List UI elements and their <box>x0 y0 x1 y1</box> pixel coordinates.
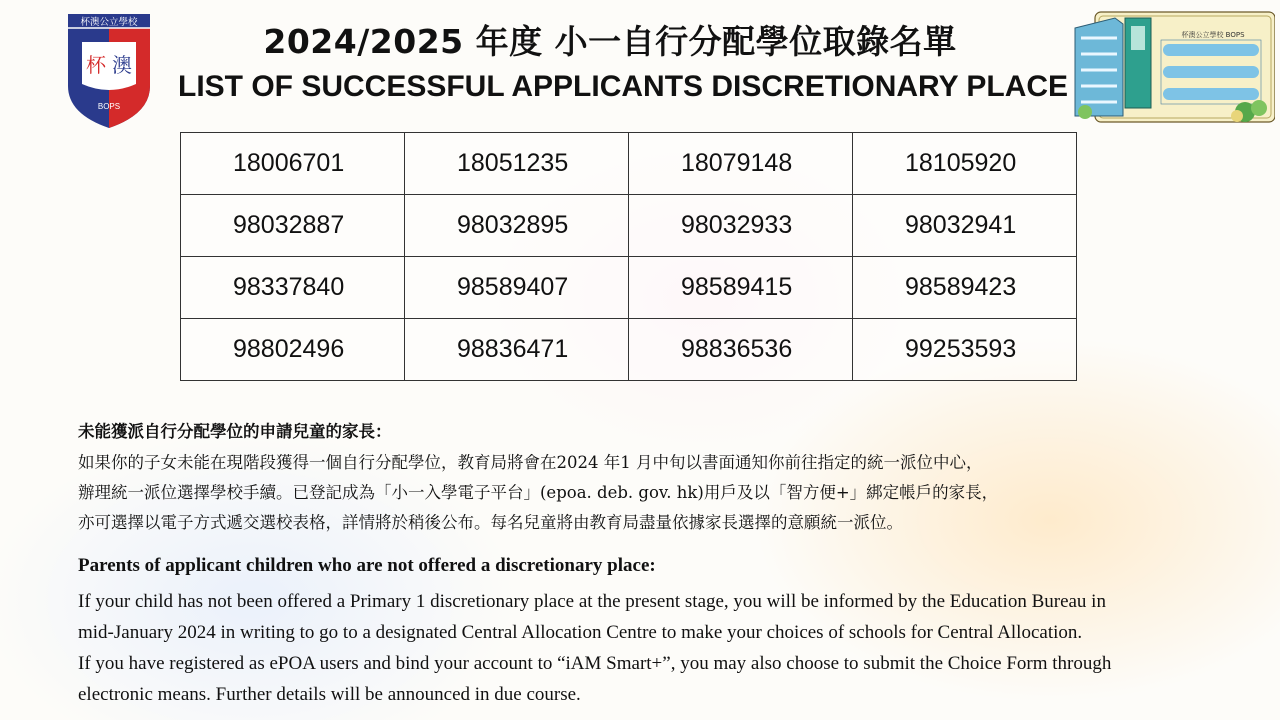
illustration-label: 杯澳公立學校 BOPS <box>1181 31 1245 39</box>
notice-line: 如果你的子女未能在現階段獲得一個自行分配學位，教育局將會在2024 年1 月中旬以書面通知你前往指定的統一派位中心， <box>78 453 983 472</box>
applicant-number-cell: 98032933 <box>629 195 853 257</box>
notice-line: electronic means. Further details will be announced in due course. <box>78 684 581 705</box>
applicant-number-cell: 18006701 <box>181 133 405 195</box>
notice-line: 辦理統一派位選擇學校手續。已登記成為「小一入學電子平台」(epoa. deb. gov. hk)用戶及以「智方便+」綁定帳戶的家長， <box>78 483 999 502</box>
notice-line: If you have registered as ePOA users and bind your account to “iAM Smart+”, you may also choose to submit the Choice Form through <box>78 653 1112 674</box>
logo-school-name: 杯澳公立學校 <box>80 17 138 28</box>
school-building-illustration <box>1065 8 1275 126</box>
applicant-number-cell: 98836471 <box>405 319 629 381</box>
applicant-number-cell: 98836536 <box>629 319 853 381</box>
applicant-number-cell: 98032941 <box>853 195 1077 257</box>
applicant-number-cell: 98802496 <box>181 319 405 381</box>
notice-heading-english: Parents of applicant children who are not offered a discretionary place: <box>78 555 656 576</box>
notice-heading-chinese: 未能獲派自行分配學位的申請兒童的家長： <box>78 422 392 441</box>
applicant-number-cell: 99253593 <box>853 319 1077 381</box>
notice-line: If your child has not been offered a Primary 1 discretionary place at the present stage, you will be informed by the Education Bureau in <box>78 591 1106 612</box>
page-title-english: LIST OF SUCCESSFUL APPLICANTS DISCRETIONARY PLACE <box>178 70 1069 103</box>
applicant-number-cell: 98589415 <box>629 257 853 319</box>
table-row <box>181 319 1077 381</box>
notice-body-english <box>78 586 1248 710</box>
applicant-number-cell: 98032895 <box>405 195 629 257</box>
notice-body-chinese <box>78 448 1248 538</box>
page-title-chinese: 2024/2025 年度 小一自行分配學位取錄名單 <box>263 22 957 61</box>
applicant-number-cell: 98589423 <box>853 257 1077 319</box>
applicant-number-cell: 98337840 <box>181 257 405 319</box>
notice-line: mid-January 2024 in writing to go to a designated Central Allocation Centre to make your choices of schools for Central Allocation. <box>78 622 1083 643</box>
applicant-number-cell: 18079148 <box>629 133 853 195</box>
table-row <box>181 133 1077 195</box>
applicant-number-cell: 98032887 <box>181 195 405 257</box>
table-row <box>181 195 1077 257</box>
applicant-number-cell: 98589407 <box>405 257 629 319</box>
logo-abbr: BOPS <box>97 102 121 111</box>
table-row <box>181 257 1077 319</box>
results-table <box>180 132 1077 381</box>
logo-char-1: 杯 <box>86 53 106 77</box>
applicant-number-cell: 18051235 <box>405 133 629 195</box>
logo-char-2: 澳 <box>112 53 132 77</box>
notice-line: 亦可選擇以電子方式遞交選校表格，詳情將於稍後公布。每名兒童將由教育局盡量依據家長選擇的意願統一派位。 <box>78 513 903 532</box>
applicant-number-cell: 18105920 <box>853 133 1077 195</box>
